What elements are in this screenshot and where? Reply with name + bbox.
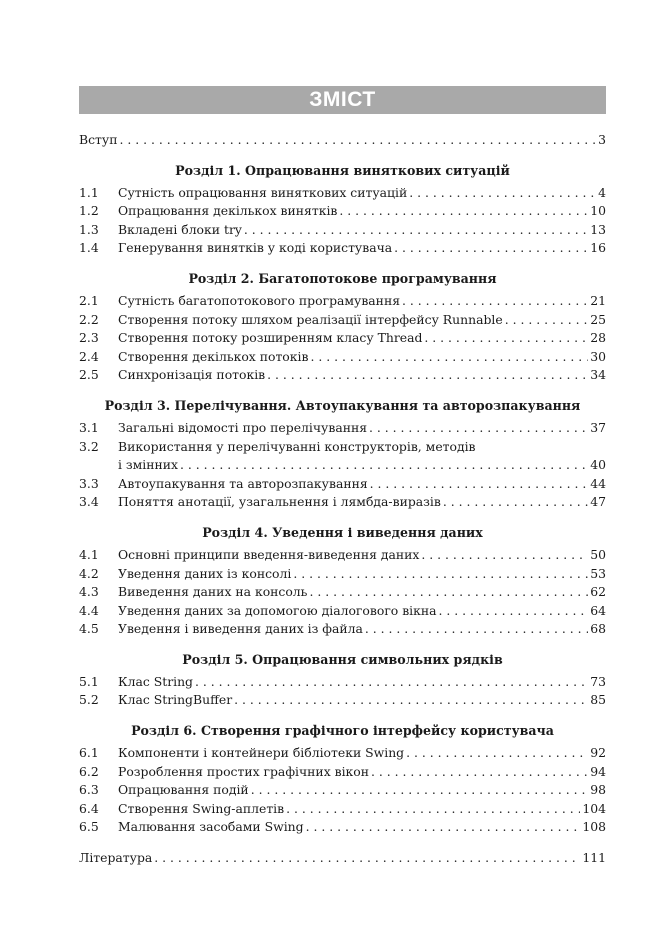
dot-leader	[394, 239, 588, 258]
toc-page-number: 16	[590, 240, 606, 256]
toc-entry-label: Вступ	[79, 132, 118, 147]
toc-entry-label: Опрацювання подій	[118, 782, 249, 798]
dot-leader	[421, 546, 588, 565]
toc-entry[interactable]	[79, 184, 606, 203]
toc-entry[interactable]	[79, 583, 606, 602]
toc-entry-label: Клас String	[118, 673, 193, 689]
dot-leader	[306, 818, 581, 837]
toc-entry-number: 3.4	[79, 494, 99, 510]
toc-entry-label: Створення декількох потоків	[118, 348, 309, 364]
dot-leader	[234, 691, 588, 710]
toc-entry[interactable]	[79, 691, 606, 710]
toc-entry-label: Розроблення простих графічних вікон	[118, 763, 370, 779]
toc-page-number: 13	[590, 221, 606, 237]
toc-entry-number: 2.2	[79, 311, 99, 327]
toc-entry-number: 6.4	[79, 800, 99, 816]
toc-entry-number: 5.1	[79, 673, 99, 689]
dot-leader	[365, 620, 588, 639]
toc-page-number: 37	[590, 419, 606, 435]
toc-page-number: 47	[590, 494, 606, 510]
toc-page-number: 21	[590, 292, 606, 308]
toc-entry-label: Загальні відомості про перелічування	[118, 419, 368, 435]
toc-entry[interactable]	[79, 292, 606, 311]
toc-entry[interactable]	[79, 763, 606, 782]
toc-entry-label: Автоупакування та авторозпакування	[118, 475, 368, 491]
dot-leader	[119, 131, 596, 150]
toc-entry-label: Синхронізація потоків	[118, 367, 266, 383]
toc-entry[interactable]	[79, 475, 606, 494]
toc-entry[interactable]	[79, 546, 606, 565]
dot-leader	[310, 348, 588, 367]
toc-page-number: 73	[590, 673, 606, 689]
toc-page-number: 62	[590, 584, 606, 600]
toc-entry-number: 4.5	[79, 621, 99, 637]
dot-leader	[154, 849, 580, 868]
toc-page-number: 53	[590, 565, 606, 581]
toc-entry[interactable]	[79, 620, 606, 639]
dot-leader	[267, 366, 588, 385]
dot-leader	[339, 202, 588, 221]
toc-entry-number: 3.2	[79, 438, 99, 454]
toc-entry[interactable]	[79, 366, 606, 385]
toc-entry-number: 2.4	[79, 348, 99, 364]
dot-leader	[409, 184, 596, 203]
toc-entry[interactable]	[79, 348, 606, 367]
dot-leader	[180, 456, 588, 475]
toc-entry-number: 1.1	[79, 184, 99, 200]
toc-entry-number: 3.1	[79, 419, 99, 435]
dot-leader	[195, 673, 588, 692]
toc-entry-label: Література	[79, 850, 153, 866]
toc-page-number: 108	[582, 819, 606, 835]
toc-page-number: 50	[590, 546, 606, 562]
toc-entry-label: Використання у перелічуванні конструкторів, методів	[118, 438, 476, 454]
dot-leader	[371, 763, 588, 782]
toc-page-number: 34	[590, 367, 606, 383]
toc-entry[interactable]	[79, 673, 606, 692]
section-heading: Розділ 2. Багатопотокове програмування	[188, 270, 497, 286]
toc-entry[interactable]	[79, 221, 606, 240]
toc-entry-label: і змінних	[118, 457, 179, 473]
dot-leader	[424, 329, 588, 348]
toc-page-number: 10	[590, 203, 606, 219]
toc-page-number: 64	[590, 602, 606, 618]
toc-entry-label: Клас StringBuffer	[118, 692, 233, 708]
toc-entry-label: Опрацювання декількох винятків	[118, 203, 338, 219]
toc-entry-label: Компоненти і контейнери бібліотеки Swing	[118, 745, 405, 761]
section-heading: Розділ 3. Перелічування. Автоупакування та авторозпакування	[104, 397, 581, 413]
toc-entry[interactable]	[79, 419, 606, 438]
toc-entry[interactable]	[79, 818, 606, 837]
toc-entry-number: 4.3	[79, 584, 99, 600]
toc-entry[interactable]	[79, 565, 606, 584]
toc-entry[interactable]	[79, 456, 606, 475]
toc-entry-literature[interactable]	[79, 849, 606, 868]
toc-entry-number: 4.4	[79, 602, 99, 618]
toc-page-number: 44	[590, 475, 606, 491]
toc-page-number: 4	[598, 184, 606, 200]
toc-entry[interactable]	[79, 800, 606, 819]
toc-page-number: 68	[590, 621, 606, 637]
toc-entry[interactable]	[79, 438, 606, 457]
toc-entry-number: 2.5	[79, 367, 99, 383]
toc-page-number: 85	[590, 692, 606, 708]
dot-leader	[402, 292, 588, 311]
toc-entry-label: Уведення і виведення даних із файла	[118, 621, 363, 637]
dot-leader	[439, 602, 589, 621]
toc-page-number: 40	[590, 457, 606, 473]
dot-leader	[244, 221, 588, 240]
toc-entry-number: 6.1	[79, 745, 99, 761]
page-title: ЗМІСТ	[79, 86, 606, 114]
toc-page-number: 92	[590, 745, 606, 761]
toc-entry-number: 1.4	[79, 240, 99, 256]
toc-page-number: 30	[590, 348, 606, 364]
toc-page-number: 94	[590, 763, 606, 779]
toc-entry[interactable]	[79, 493, 606, 512]
table-of-contents	[79, 131, 606, 868]
dot-leader	[370, 475, 589, 494]
toc-entry[interactable]	[79, 781, 606, 800]
dot-leader	[293, 565, 588, 584]
toc-entry-label: Вкладені блоки try	[118, 221, 242, 237]
dot-leader	[251, 781, 589, 800]
toc-entry-label: Створення потоку розширенням класу Thread	[118, 330, 423, 346]
toc-entry-number: 4.1	[79, 546, 99, 562]
toc-page-number: 98	[590, 782, 606, 798]
toc-entry-label: Сутність опрацювання виняткових ситуацій	[118, 184, 408, 200]
toc-entry-label: Поняття анотації, узагальнення і лямбда-виразів	[118, 494, 441, 510]
section-heading: Розділ 4. Уведення і виведення даних	[202, 524, 483, 540]
toc-entry-number: 3.3	[79, 475, 99, 491]
dot-leader	[505, 311, 589, 330]
toc-entry[interactable]	[79, 311, 606, 330]
toc-entry[interactable]	[79, 239, 606, 258]
dot-leader	[286, 800, 580, 819]
toc-entry-number: 4.2	[79, 565, 99, 581]
toc-entry-label: Створення Swing-аплетів	[118, 800, 285, 816]
toc-entry-label: Уведення даних із консолі	[118, 565, 292, 581]
toc-page-number: 111	[582, 850, 606, 866]
dot-leader	[309, 583, 588, 602]
toc-entry[interactable]	[79, 744, 606, 763]
section-heading: Розділ 1. Опрацювання винятковиx ситуацій	[175, 162, 510, 178]
toc-entry[interactable]	[79, 602, 606, 621]
toc-entry-number: 6.2	[79, 763, 99, 779]
section-heading: Розділ 5. Опрацювання символьних рядків	[182, 651, 503, 667]
dot-leader	[406, 744, 588, 763]
toc-entry-label: Уведення даних за допомогою діалогового вікна	[118, 602, 437, 618]
toc-entry-label: Сутність багатопотокового програмування	[118, 292, 401, 308]
toc-entry-label: Малювання засобами Swing	[118, 819, 304, 835]
toc-entry-number: 1.3	[79, 221, 99, 237]
toc-entry-label: Основні принципи введення-виведення даних	[118, 546, 420, 562]
toc-page-number: 25	[590, 311, 606, 327]
toc-entry[interactable]	[79, 202, 606, 221]
toc-entry-number: 2.1	[79, 292, 99, 308]
toc-entry-number: 2.3	[79, 330, 99, 346]
toc-entry-intro[interactable]	[79, 131, 606, 150]
toc-entry-number: 6.3	[79, 782, 99, 798]
toc-page-number: 104	[582, 800, 606, 816]
dot-leader	[443, 493, 588, 512]
section-heading: Розділ 6. Створення графічного інтерфейсу користувача	[131, 723, 554, 739]
toc-entry[interactable]	[79, 329, 606, 348]
toc-page-number: 3	[598, 132, 606, 147]
toc-page-number: 28	[590, 330, 606, 346]
toc-entry-label: Виведення даних на консоль	[118, 584, 308, 600]
toc-entry-label: Генерування винятків у коді користувача	[118, 240, 393, 256]
toc-entry-label: Створення потоку шляхом реалізації інтерфейсу Runnable	[118, 311, 503, 327]
toc-entry-number: 6.5	[79, 819, 99, 835]
dot-leader	[369, 419, 588, 438]
toc-entry-number: 1.2	[79, 203, 99, 219]
toc-entry-number: 5.2	[79, 692, 99, 708]
